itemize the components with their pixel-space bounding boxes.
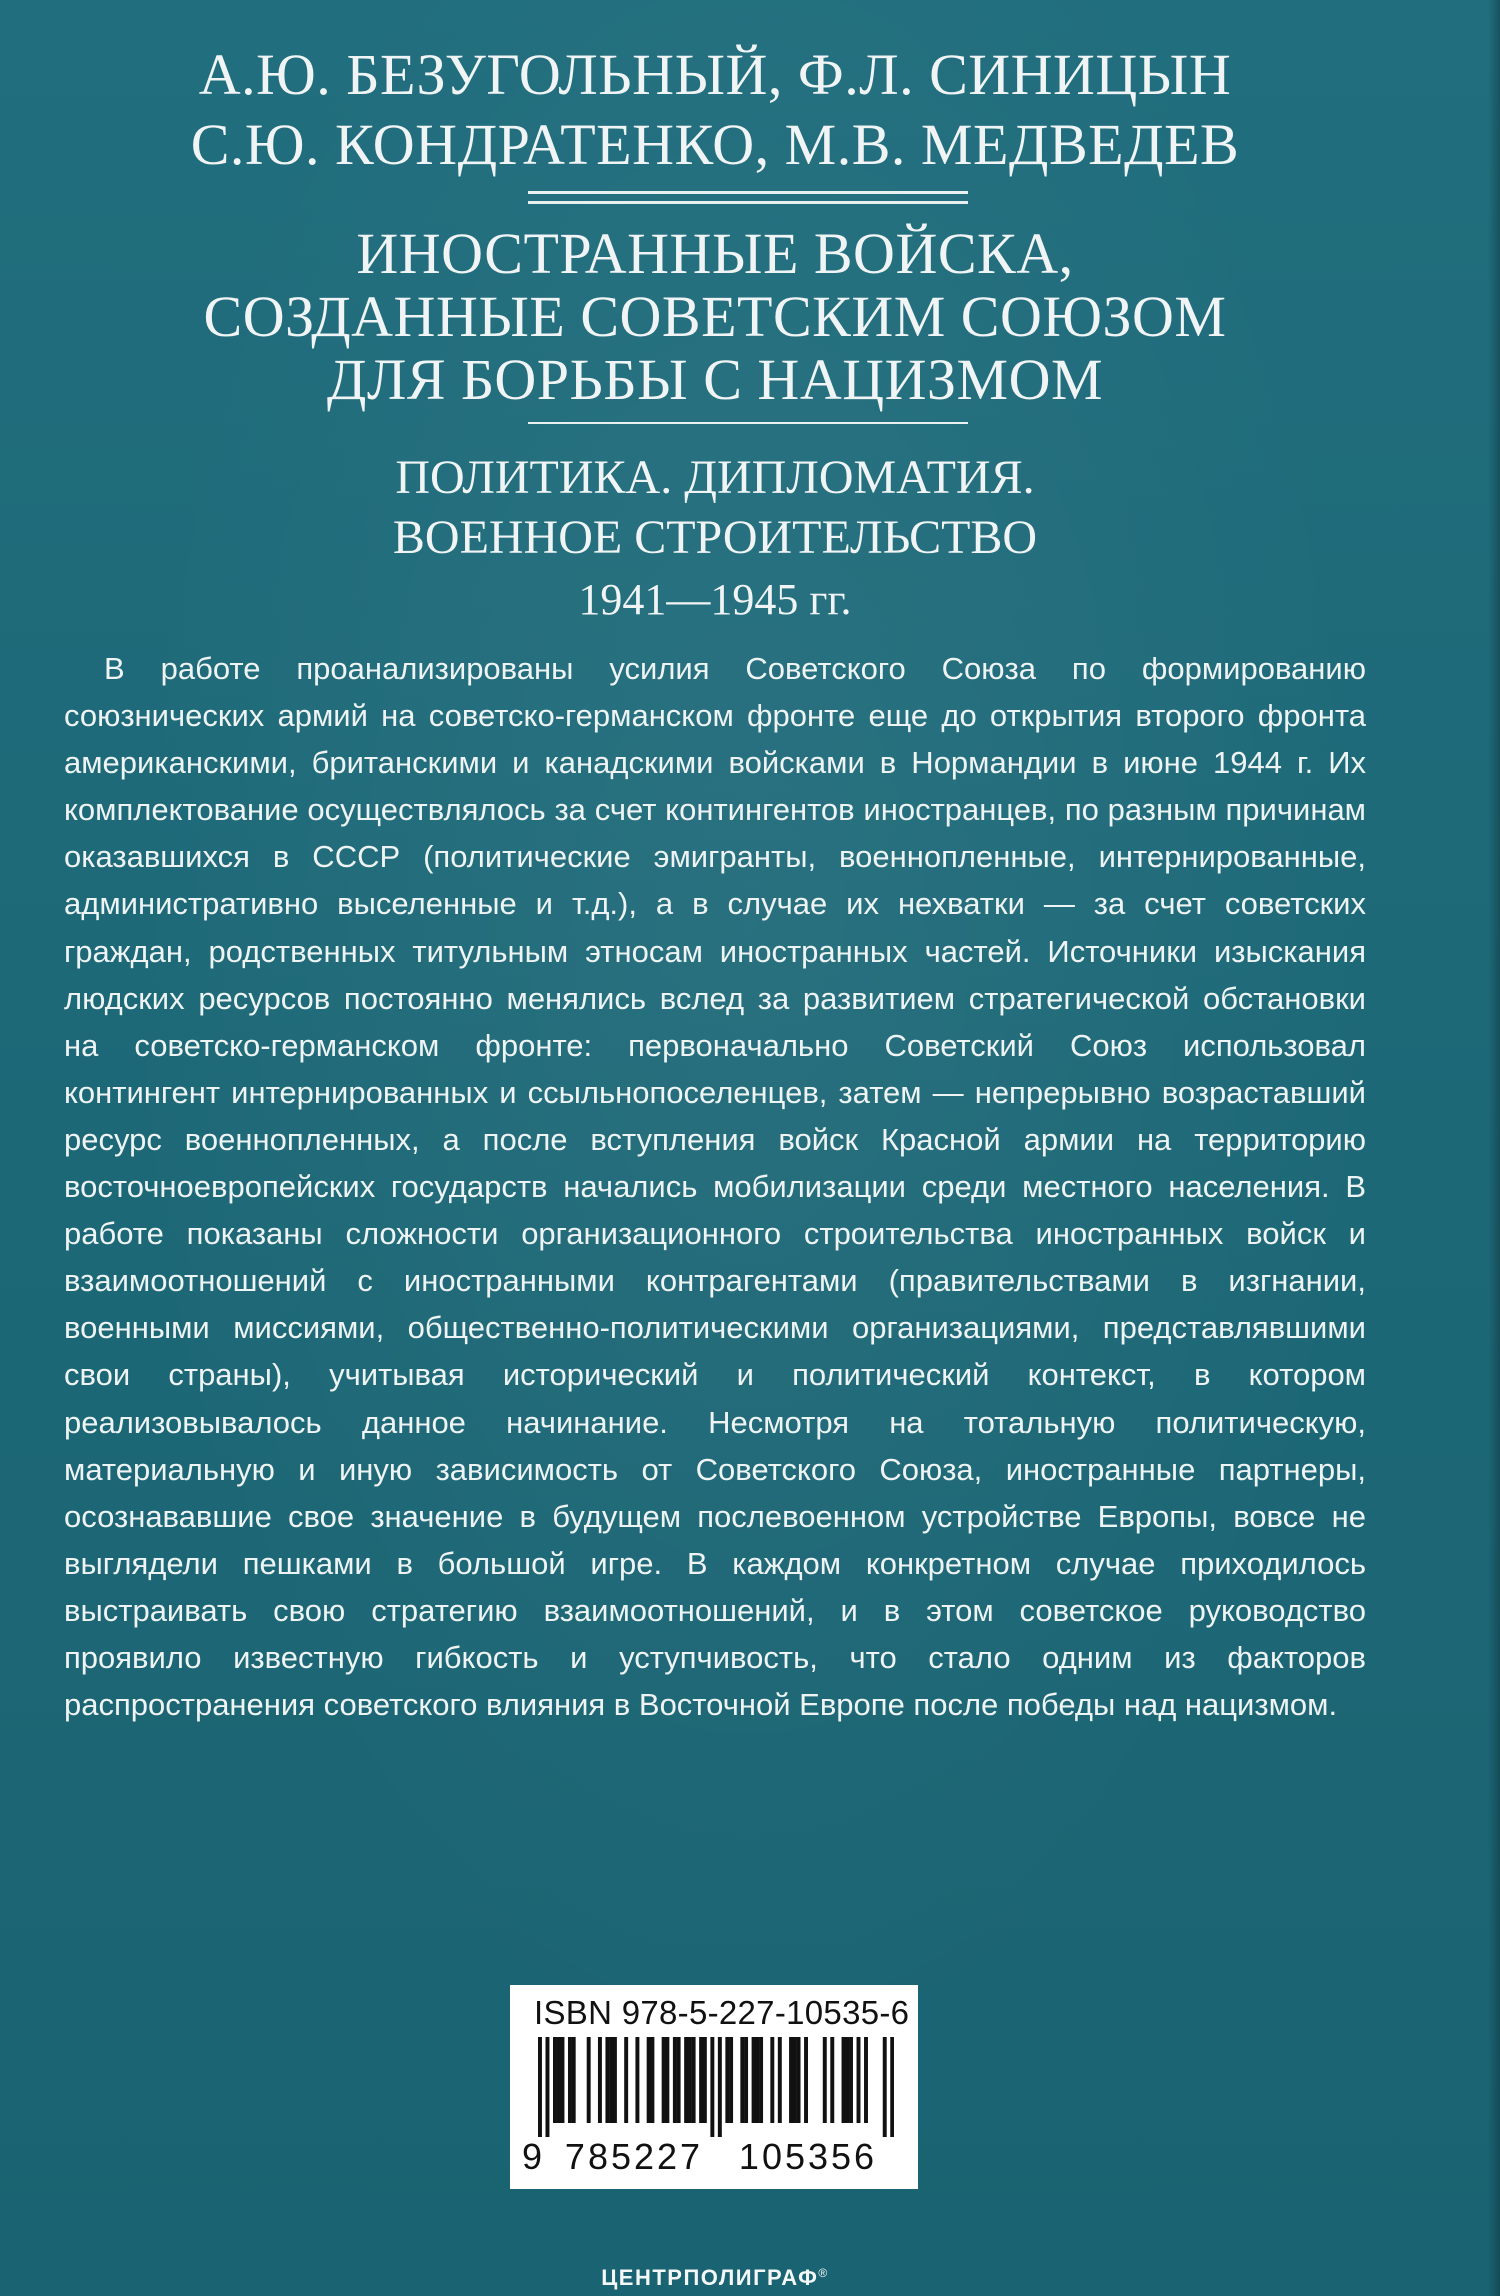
barcode-digits-right: 105356 [738,2136,878,2177]
registered-mark: ® [818,2266,829,2280]
barcode-guard-bar [890,2037,894,2137]
barcode-digits-left: 785227 [564,2136,704,2177]
cover-edge-shadow [1488,0,1500,2296]
isbn-label: ISBN 978-5-227-10535-6 [534,1994,910,2031]
barcode-bar [624,2037,628,2123]
barcode-bar [830,2037,834,2123]
barcode-bar [789,2037,793,2123]
barcode-bar [797,2037,801,2123]
barcode-bar [560,2037,564,2123]
barcode-bar [703,2037,707,2123]
barcode-bar [673,2037,677,2123]
barcode-bar [605,2037,609,2123]
barcode-guard-bar [710,2037,714,2137]
barcode-bar [823,2037,827,2123]
barcode-bar [804,2037,808,2123]
divider-line-top [528,191,968,194]
barcode-bar [857,2037,861,2123]
barcode-bar [755,2037,759,2123]
barcode-bar [587,2037,591,2123]
barcode-bar [635,2037,639,2123]
barcode-bar [752,2037,756,2123]
barcode-bar [572,2037,576,2123]
barcode-bar [665,2037,669,2123]
title-line-2: СОЗДАННЫЕ СОВЕТСКИМ СОЮЗОМ [203,284,1227,349]
barcode-bar [553,2037,557,2123]
title-line-3: ДЛЯ БОРЬБЫ С НАЦИЗМОМ [326,347,1104,412]
barcode-bar [688,2037,692,2123]
barcode-guard-bar [718,2037,722,2137]
barcode-bar [740,2037,744,2123]
barcode-bar [793,2037,797,2123]
authors-block [0,40,1430,180]
double-divider [528,191,968,205]
barcode-digit-first: 9 [522,2136,543,2177]
barcode-bar [849,2037,853,2123]
isbn-barcode-box [510,1985,918,2189]
publisher-logo [0,2259,1430,2292]
authors-line-1: А.Ю. БЕЗУГОЛЬНЫЙ, Ф.Л. СИНИЦЫН [198,42,1232,107]
barcode-bar [845,2037,849,2123]
barcode-bar [842,2037,846,2123]
subtitle-line-2: ВОЕННОЕ СТРОИТЕЛЬСТВО [392,511,1038,564]
barcode-bar [684,2037,688,2123]
publisher-name: ЦЕНТРПОЛИГРАФ [601,2265,819,2290]
barcode-digits [516,2135,912,2179]
barcode-bar [778,2037,782,2123]
barcode-bar [598,2037,602,2123]
barcode-bar [725,2037,729,2123]
barcode-bar [692,2037,696,2123]
authors-line-2: С.Ю. КОНДРАТЕНКО, М.В. МЕДВЕДЕВ [190,112,1240,177]
barcode-bar [864,2037,868,2123]
barcode-bar [568,2037,572,2123]
barcode-bar [650,2037,654,2123]
barcode-bar [613,2037,617,2123]
barcode-bar [699,2037,703,2123]
barcode [538,2037,894,2137]
barcode-bar [609,2037,613,2123]
barcode-bar [647,2037,651,2123]
annotation-text: В работе проанализированы усилия Советского Союза по формированию союзнических армий на советско-германском фронте еще до открытия второго фронта американскими, британскими и канадскими войсками в Нормандии в июне 1944 г. Их комплектование осуществлялось за счет контингентов иностранцев, по разным причинам оказавшихся в СССР (политические эмигранты, военнопленные, интернированные, административно выселенные и т.д.), а в случае их нехватки — за счет советских граждан, родственных титульным этносам иностранных частей. Источники изыскания людских ресурсов постоянно менялись вслед за развитием стратегической обстановки на советско-германском фронте: первоначально Советский Союз использовал контингент интернированных и ссыльнопоселенцев, затем — непрерывно возраставший ресурс военнопленных, а после вступления войск Красной армии на территорию восточноевропейских государств начались мобилизации среди местного населения. В работе показаны сложности организационного строительства иностранных войск и взаимоотношений с иностранными контрагентами (правительствами в изгнании, военными миссиями, общественно-политическими организациями, представлявшими свои страны), учитывая исторический и политический контекст, в котором реализовывалось данное начинание. Несмотря на тотальную политическую, материальную и иную зависимость от Советского Союза, иностранные партнеры, осознававшие свое значение в будущем послевоенном устройстве Европы, вовсе не выглядели пешками в большой игре. В каждом конкретном случае приходилось выстраивать свою стратегию взаимоотношений, и в этом советское руководство проявило известную гибкость и уступчивость, что стало одним из факторов распространения советского влияния в Восточной Европе после победы над нацизмом. [64,651,1366,1723]
book-subtitle [0,448,1430,568]
single-divider [528,422,968,424]
divider-line-bottom [528,201,968,204]
barcode-guard-bar [545,2037,549,2137]
subtitle-years: 1941—1945 гг. [578,575,852,624]
barcode-guard-bar [538,2037,542,2137]
barcode-bar [759,2037,763,2123]
barcode-bar [557,2037,561,2123]
barcode-guard-bar [883,2037,887,2137]
subtitle-line-1: ПОЛИТИКА. ДИПЛОМАТИЯ. [395,451,1035,504]
book-title [0,222,1430,411]
barcode-bar [729,2037,733,2123]
title-line-1: ИНОСТРАННЫЕ ВОЙСКА, [356,221,1074,286]
barcode-bar [677,2037,681,2123]
barcode-bar [770,2037,774,2123]
barcode-bar [662,2037,666,2123]
barcode-bar [744,2037,748,2123]
